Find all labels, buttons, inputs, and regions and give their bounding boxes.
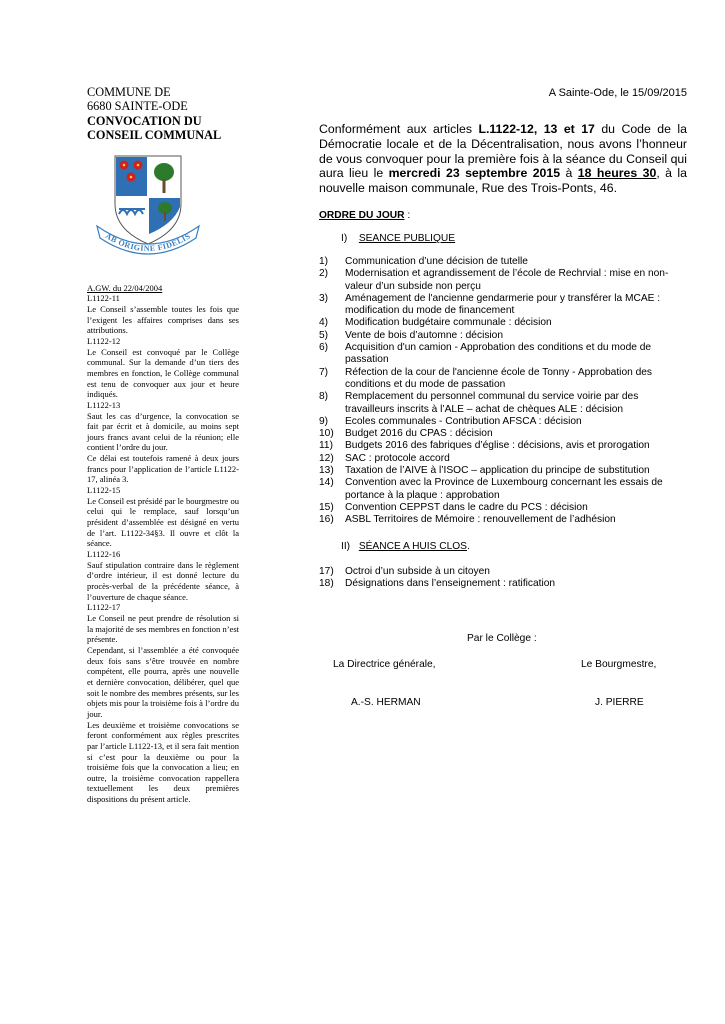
signature-left-name: A.-S. HERMAN [351,697,421,708]
agenda-item-number: 5) [319,329,329,341]
signature-on-behalf: Par le Collège : [467,633,537,644]
agenda-item-number: 2) [319,268,329,280]
agenda-item-number: 1) [319,255,329,267]
agenda-item-text: ASBL Territoires de Mémoire : renouvellement de l’adhésion [345,514,616,526]
agenda-item-number: 10) [319,428,334,440]
agenda-item-number: 15) [319,501,334,513]
agenda-item-text: Aménagement de l'ancienne gendarmerie pour y transférer la MCAE : modification du mode de financement [345,292,661,317]
agenda-item-text: Budgets 2016 des fabriques d’église : décisions, avis et prorogation [345,440,650,452]
agenda-item-text: Acquisition d'un camion - Approbation des conditions et du mode de passation [345,342,652,366]
agenda-item-text: Budget 2016 du CPAS : décision [345,428,493,440]
agenda-item [319,330,687,342]
document-title-line1: CONVOCATION DU [87,113,202,128]
agenda-item [319,317,687,329]
legal-note-text: Cependant, si l’assemblée a été convoquée deux fois sans s’être trouvée en nombre compétent, elle pourra, après une nouvelle et dernière convocation, délibérer, quel que soit le nombre des membres présents, sur les objets mis pour la troisième fois à l’ordre du jour. [87,644,239,719]
agenda-item-text: Convention avec la Province de Luxembourg concernant les essais de portance à la plaque : approbation [345,477,663,501]
agenda-item-text: Modification budgétaire communale : décision [345,317,552,329]
agenda-item-text: Modernisation et agrandissement de l’école de Rechrvial : mise en non-valeur d’un subside non perçu [345,268,669,292]
signature-left-role: La Directrice générale, [333,659,436,670]
agenda-item [319,428,687,440]
meeting-time: 18 heures 30 [577,166,657,181]
agenda-item [319,367,687,392]
agenda-item [319,293,687,318]
signature-right-role: Le Bourgmestre, [581,659,657,670]
commune-name-line1: COMMUNE DE [87,85,171,99]
signature-right-name: J. PIERRE [595,697,644,708]
legal-note-text: Le Conseil s’assemble toutes les fois que l’exigent les affaires comprises dans ses attributions. [87,303,239,336]
agenda-item-number: 7) [319,366,329,378]
agenda-item [319,391,687,416]
agenda-item-number: 6) [319,342,329,354]
agenda-item-text: SAC : protocole accord [345,452,450,464]
agenda-item [319,566,687,578]
legal-note-heading: A.GW. du 22/04/2004 [87,282,163,293]
agenda-item-number: 12) [319,452,334,464]
left-column [87,85,239,805]
article-references: L.1122-12, 13 et 17 [478,122,595,136]
agenda-item-number: 18) [319,577,334,589]
legal-note-text: Sauf stipulation contraire dans le règlement d’ordre intérieur, il est donné lecture du procès-verbal de la précédente séance, à l’ouverture de chaque séance. [87,559,239,602]
agenda-item-text: Octroi d’un subside à un citoyen [345,565,490,577]
legal-note-text: Les deuxième et troisième convocations se feront conformément aux règles prescrites par l’article L1122-13, et il sera fait mention si c’est pour la deuxième ou pour la troisième fois que la convocation a lieu; en outre, la troisième convocation rappellera textuellement les deux premières dispositions du présent article. [87,719,239,805]
agenda-item [319,578,687,590]
legal-note-heading: L1122-16 [87,549,121,560]
agenda-item [319,342,687,367]
agenda-item-text: Désignations dans l’enseignement : ratification [345,577,556,589]
legal-note-text: Le Conseil est convoqué par le Collège communal. Sur la demande d’un tiers des membres en fonction, le Collège communal est tenu de convoquer aux jour et heure indiqués. [87,346,239,400]
agenda-heading: ORDRE DU JOUR : [319,209,411,221]
legal-note-heading: L1122-13 [87,399,121,410]
agenda-item [319,465,687,477]
agenda-item-number: 14) [319,477,334,489]
municipal-crest-logo [93,152,203,262]
agenda-item-number: 9) [319,415,329,427]
agenda-item-number: 3) [319,292,329,304]
agenda-item [319,477,687,502]
agenda-item-number: 8) [319,391,329,403]
legal-note-heading: L1122-17 [87,602,121,613]
legal-note-text: Saut les cas d’urgence, la convocation se fait par écrit et à domicile, au moins sept jours francs avant celui de la réunion; elle contient l’ordre du jour. [87,410,239,453]
agenda-item-number: 17) [319,565,334,577]
public-agenda-list [319,256,687,527]
convocation-body [319,122,687,590]
meeting-date: mercredi 23 septembre 2015 [388,166,561,181]
legal-note-text: Le Conseil est présidé par le bourgmestre ou celui qui le remplace, sauf lorsqu’un président d’assemblée est désigné en vertu de l’art. L1122-34§3. Il ouvre et clôt la séance. [87,495,239,549]
agenda-item-number: 16) [319,514,334,526]
agenda-item-number: 4) [319,317,329,329]
agenda-item [319,514,687,526]
legal-note-heading: L1122-12 [87,335,121,346]
legal-note-heading: L1122-15 [87,485,121,496]
section-closed-heading: II) SÉANCE A HUIS CLOS. [341,540,470,552]
intro-paragraph: Conformément aux articles L.1122-12, 13 et 17 du Code de la Démocratie locale et de la Décentralisation, nous avons l’honneur de vous convoquer pour la première fois à la séance du Conseil qui aura lieu le mercredi 23 septembre 2015 à 18 heures 30, à la nouvelle maison communale, Rue des Trois-Ponts, 46. [319,122,687,196]
agenda-item-text: Ecoles communales - Contribution AFSCA : décision [345,415,582,427]
legal-note-heading: L1122-11 [87,293,120,304]
agenda-item-text: Convention CEPPST dans le cadre du PCS : décision [345,501,588,513]
crest-motto: AB ORIGINE FIDELIS [103,230,193,253]
legal-note-text: Ce délai est toutefois ramené à deux jours francs pour l’application de l’article L1122-17, alinéa 3. [87,453,239,485]
section-public-heading: I) SEANCE PUBLIQUE [341,232,456,244]
agenda-item-text: Taxation de l’AIVE à l’ISOC – application du principe de substitution [345,465,650,477]
agenda-item [319,502,687,514]
agenda-item [319,453,687,465]
agenda-item-text: Communication d’une décision de tutelle [345,255,528,267]
document-title-line2: CONSEIL COMMUNAL [87,128,222,143]
legal-note-text: Le Conseil ne peut prendre de résolution si la majorité de ses membres en fonction n’est présente. [87,612,239,645]
legal-reference-notes [87,283,239,805]
agenda-item-number: 11) [319,440,333,452]
agenda-item [319,256,687,268]
agenda-item-text: Vente de bois d’automne : décision [345,329,504,341]
agenda-item-number: 13) [319,465,334,477]
place-and-date: A Sainte-Ode, le 15/09/2015 [548,87,687,99]
agenda-item-text: Réfection de la cour de l'ancienne école de Tonny - Approbation des conditions et du mode de passation [345,366,653,390]
agenda-item [319,440,687,452]
commune-postal-line: 6680 SAINTE-ODE [87,99,188,114]
closed-agenda-list [319,566,687,591]
agenda-item [319,416,687,428]
agenda-item-text: Remplacement du personnel communal du service voirie par des travailleurs inscrits à l’ALE – achat de chèques ALE : décision [345,391,639,415]
agenda-item [319,268,687,293]
